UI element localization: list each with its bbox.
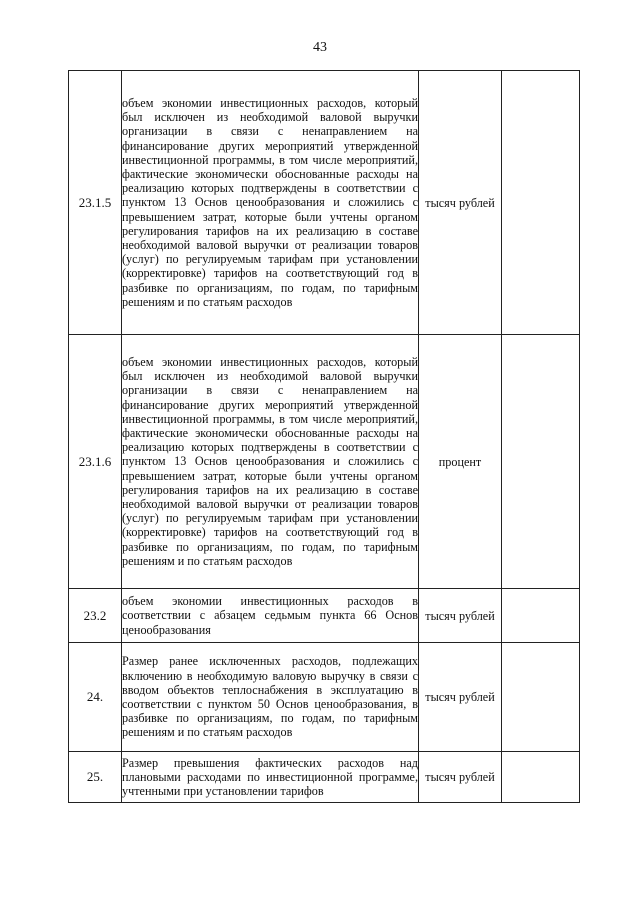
row-number: 23.1.6 (69, 335, 122, 589)
table-row (69, 335, 580, 589)
row-description: Размер ранее исключенных расходов, подлежащих включению в необходимую валовую выручку в связи с вводом объектов теплоснабжения в эксплуатацию в соответствии с пунктом 50 Основ ценообразования, в разбивке по организациям, по годам, по тарифным решениям и по статьям расходов (122, 643, 419, 752)
table-row (69, 589, 580, 643)
row-number: 24. (69, 643, 122, 752)
row-unit: тысяч рублей (419, 589, 502, 643)
table-row (69, 643, 580, 752)
row-number: 23.1.5 (69, 71, 122, 335)
row-value-cell (502, 71, 580, 335)
row-number: 23.2 (69, 589, 122, 643)
row-number: 25. (69, 752, 122, 803)
row-unit: тысяч рублей (419, 643, 502, 752)
table-row (69, 752, 580, 803)
row-unit: тысяч рублей (419, 71, 502, 335)
row-description: объем экономии инвестиционных расходов в соответствии с абзацем седьмым пункта 66 Основ ценообразования (122, 589, 419, 643)
row-value-cell (502, 643, 580, 752)
row-description: объем экономии инвестиционных расходов, который был исключен из необходимой валовой выручки организации в связи с ненаправлением на финансирование других мероприятий утвержденной инвестиционной программы, в том числе мероприятий, фактические экономически обоснованные расходы на реализацию которых подтверждены в соответствии с пунктом 13 Основ ценообразования и сложились с превышением затрат, которые были учтены органом регулирования тарифов на их реализацию в составе необходимой валовой выручки от реализации товаров (услуг) по регулируемым тарифам при установлении (корректировке) тарифов на соответствующий год в разбивке по организациям, по годам, по тарифным решениям и по статьям расходов (122, 335, 419, 589)
page-number: 43 (313, 40, 327, 55)
row-value-cell (502, 335, 580, 589)
row-description: объем экономии инвестиционных расходов, который был исключен из необходимой валовой выручки организации в связи с ненаправлением на финансирование других мероприятий утвержденной инвестиционной программы, в том числе мероприятий, фактические экономически обоснованные расходы на реализацию которых подтверждены в соответствии с пунктом 13 Основ ценообразования и сложились с превышением затрат, которые были учтены органом регулирования тарифов на их реализацию в составе необходимой валовой выручки от реализации товаров (услуг) по регулируемым тарифам при установлении (корректировке) тарифов на соответствующий год в разбивке по организациям, по годам, по тарифным решениям и по статьям расходов (122, 71, 419, 335)
row-unit: тысяч рублей (419, 752, 502, 803)
row-value-cell (502, 589, 580, 643)
row-value-cell (502, 752, 580, 803)
row-description: Размер превышения фактических расходов над плановыми расходами по инвестиционной программе, учтенными при установлении тарифов (122, 752, 419, 803)
table-row (69, 71, 580, 335)
indicators-table (68, 70, 580, 803)
row-unit: процент (419, 335, 502, 589)
